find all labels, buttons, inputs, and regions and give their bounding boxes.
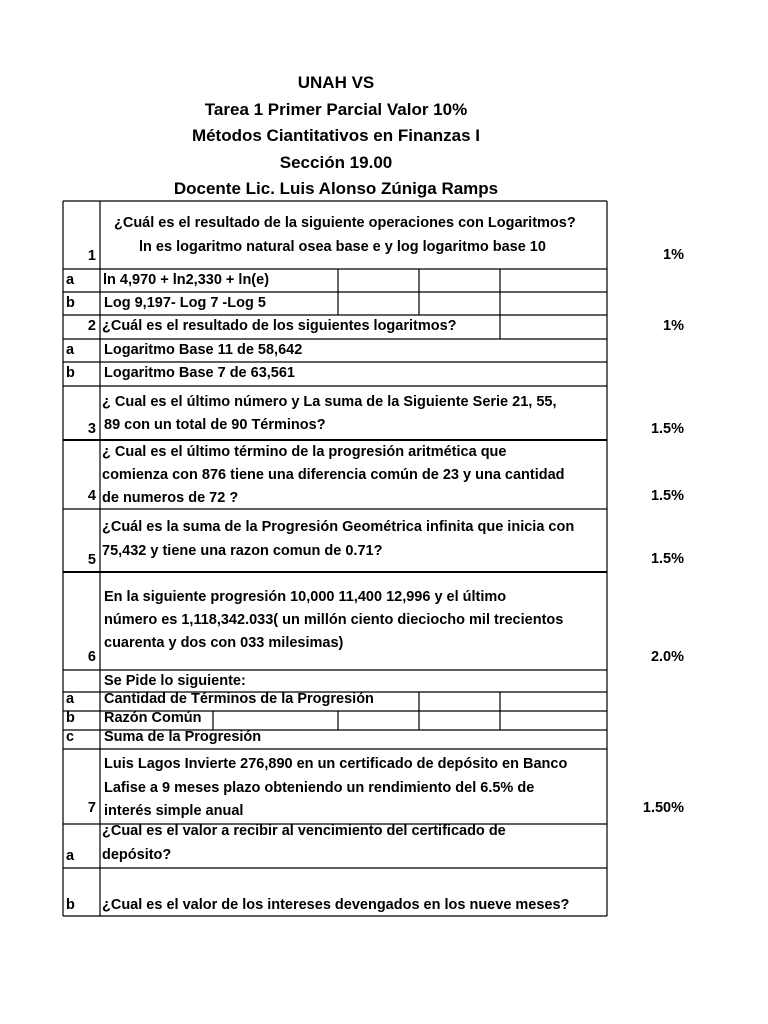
question-number: 3	[87, 421, 96, 437]
item-label: b	[66, 295, 75, 311]
question-text: ¿ Cual es el último número y La suma de la Siguiente Serie 21, 55,	[102, 394, 557, 410]
item-text: ¿Cual es el valor de los intereses devengados en los nueve meses?	[102, 897, 570, 913]
question-weight: 2.0%	[650, 649, 684, 665]
question-number: 1	[87, 248, 96, 264]
question-number: 2	[87, 318, 96, 334]
item-label: a	[66, 848, 75, 864]
item-text: Suma de la Progresión	[104, 729, 262, 745]
assignment-title: Tarea 1 Primer Parcial Valor 10%	[204, 99, 468, 119]
question-text: Luis Lagos Invierte 276,890 en un certificado de depósito en Banco	[104, 756, 568, 772]
question-weight: 1.5%	[650, 551, 684, 567]
item-text: Logaritmo Base 11 de 58,642	[104, 342, 303, 358]
section-title: Sección 19.00	[279, 152, 393, 172]
question-text: En la siguiente progresión 10,000 11,400 12,996 y el último	[104, 589, 507, 605]
teacher-title: Docente Lic. Luis Alonso Zúniga Ramps	[173, 179, 499, 199]
question-text: Lafise a 9 meses plazo obteniendo un rendimiento del 6.5% de	[104, 780, 535, 796]
item-text: Logaritmo Base 7 de 63,561	[104, 365, 295, 381]
question-text: 89 con un total de 90 Términos?	[104, 417, 326, 433]
item-text: ln 4,970 + ln2,330 + ln(e)	[103, 272, 270, 288]
question-text: cuarenta y dos con 033 milesimas)	[104, 635, 344, 651]
item-text: Log 9,197- Log 7 -Log 5	[104, 295, 266, 311]
question-text: comienza con 876 tiene una diferencia común de 23 y una cantidad	[102, 467, 565, 483]
question-number: 5	[87, 552, 96, 568]
item-label: c	[66, 729, 75, 745]
question-text: número es 1,118,342.033( un millón ciento dieciocho mil trecientos	[104, 612, 564, 628]
question-text: ¿Cuál es la suma de la Progresión Geométrica infinita que inicia con	[102, 519, 575, 535]
item-label: a	[66, 691, 75, 707]
item-text: depósito?	[102, 847, 172, 863]
course-title: Métodos Ciantitativos en Finanzas I	[191, 126, 481, 146]
question-weight: 1.5%	[650, 421, 684, 437]
question-text: ¿Cuál es el resultado de los siguientes logaritmos?	[102, 318, 457, 334]
question-text: 75,432 y tiene una razon comun de 0.71?	[102, 543, 383, 559]
question-number: 4	[87, 488, 96, 504]
item-label: a	[66, 342, 75, 358]
item-label: b	[66, 897, 75, 913]
sub-heading: Se Pide lo siguiente:	[104, 673, 246, 689]
question-weight: 1%	[663, 247, 684, 263]
school-title: UNAH VS	[297, 73, 375, 92]
question-weight: 1.50%	[642, 800, 684, 816]
question-number: 7	[87, 800, 96, 816]
item-label: b	[66, 710, 75, 726]
question-number: 6	[87, 649, 96, 665]
item-text: Cantidad de Términos de la Progresión	[104, 691, 374, 707]
item-text: ¿Cual es el valor a recibir al vencimiento del certificado de	[102, 823, 506, 839]
question-weight: 1%	[663, 318, 684, 334]
question-text: ¿ Cual es el último término de la progresión aritmética que	[102, 444, 507, 460]
item-text: Razón Común	[104, 710, 202, 726]
question-text: de numeros de 72 ?	[102, 490, 239, 506]
question-text: interés simple anual	[104, 803, 244, 819]
question-text: ln es logaritmo natural osea base e y log logaritmo base 10	[139, 239, 546, 255]
question-weight: 1.5%	[650, 488, 684, 504]
question-text: ¿Cuál es el resultado de la siguiente operaciones con Logaritmos?	[114, 215, 576, 231]
item-label: b	[66, 365, 75, 381]
item-label: a	[66, 272, 75, 288]
